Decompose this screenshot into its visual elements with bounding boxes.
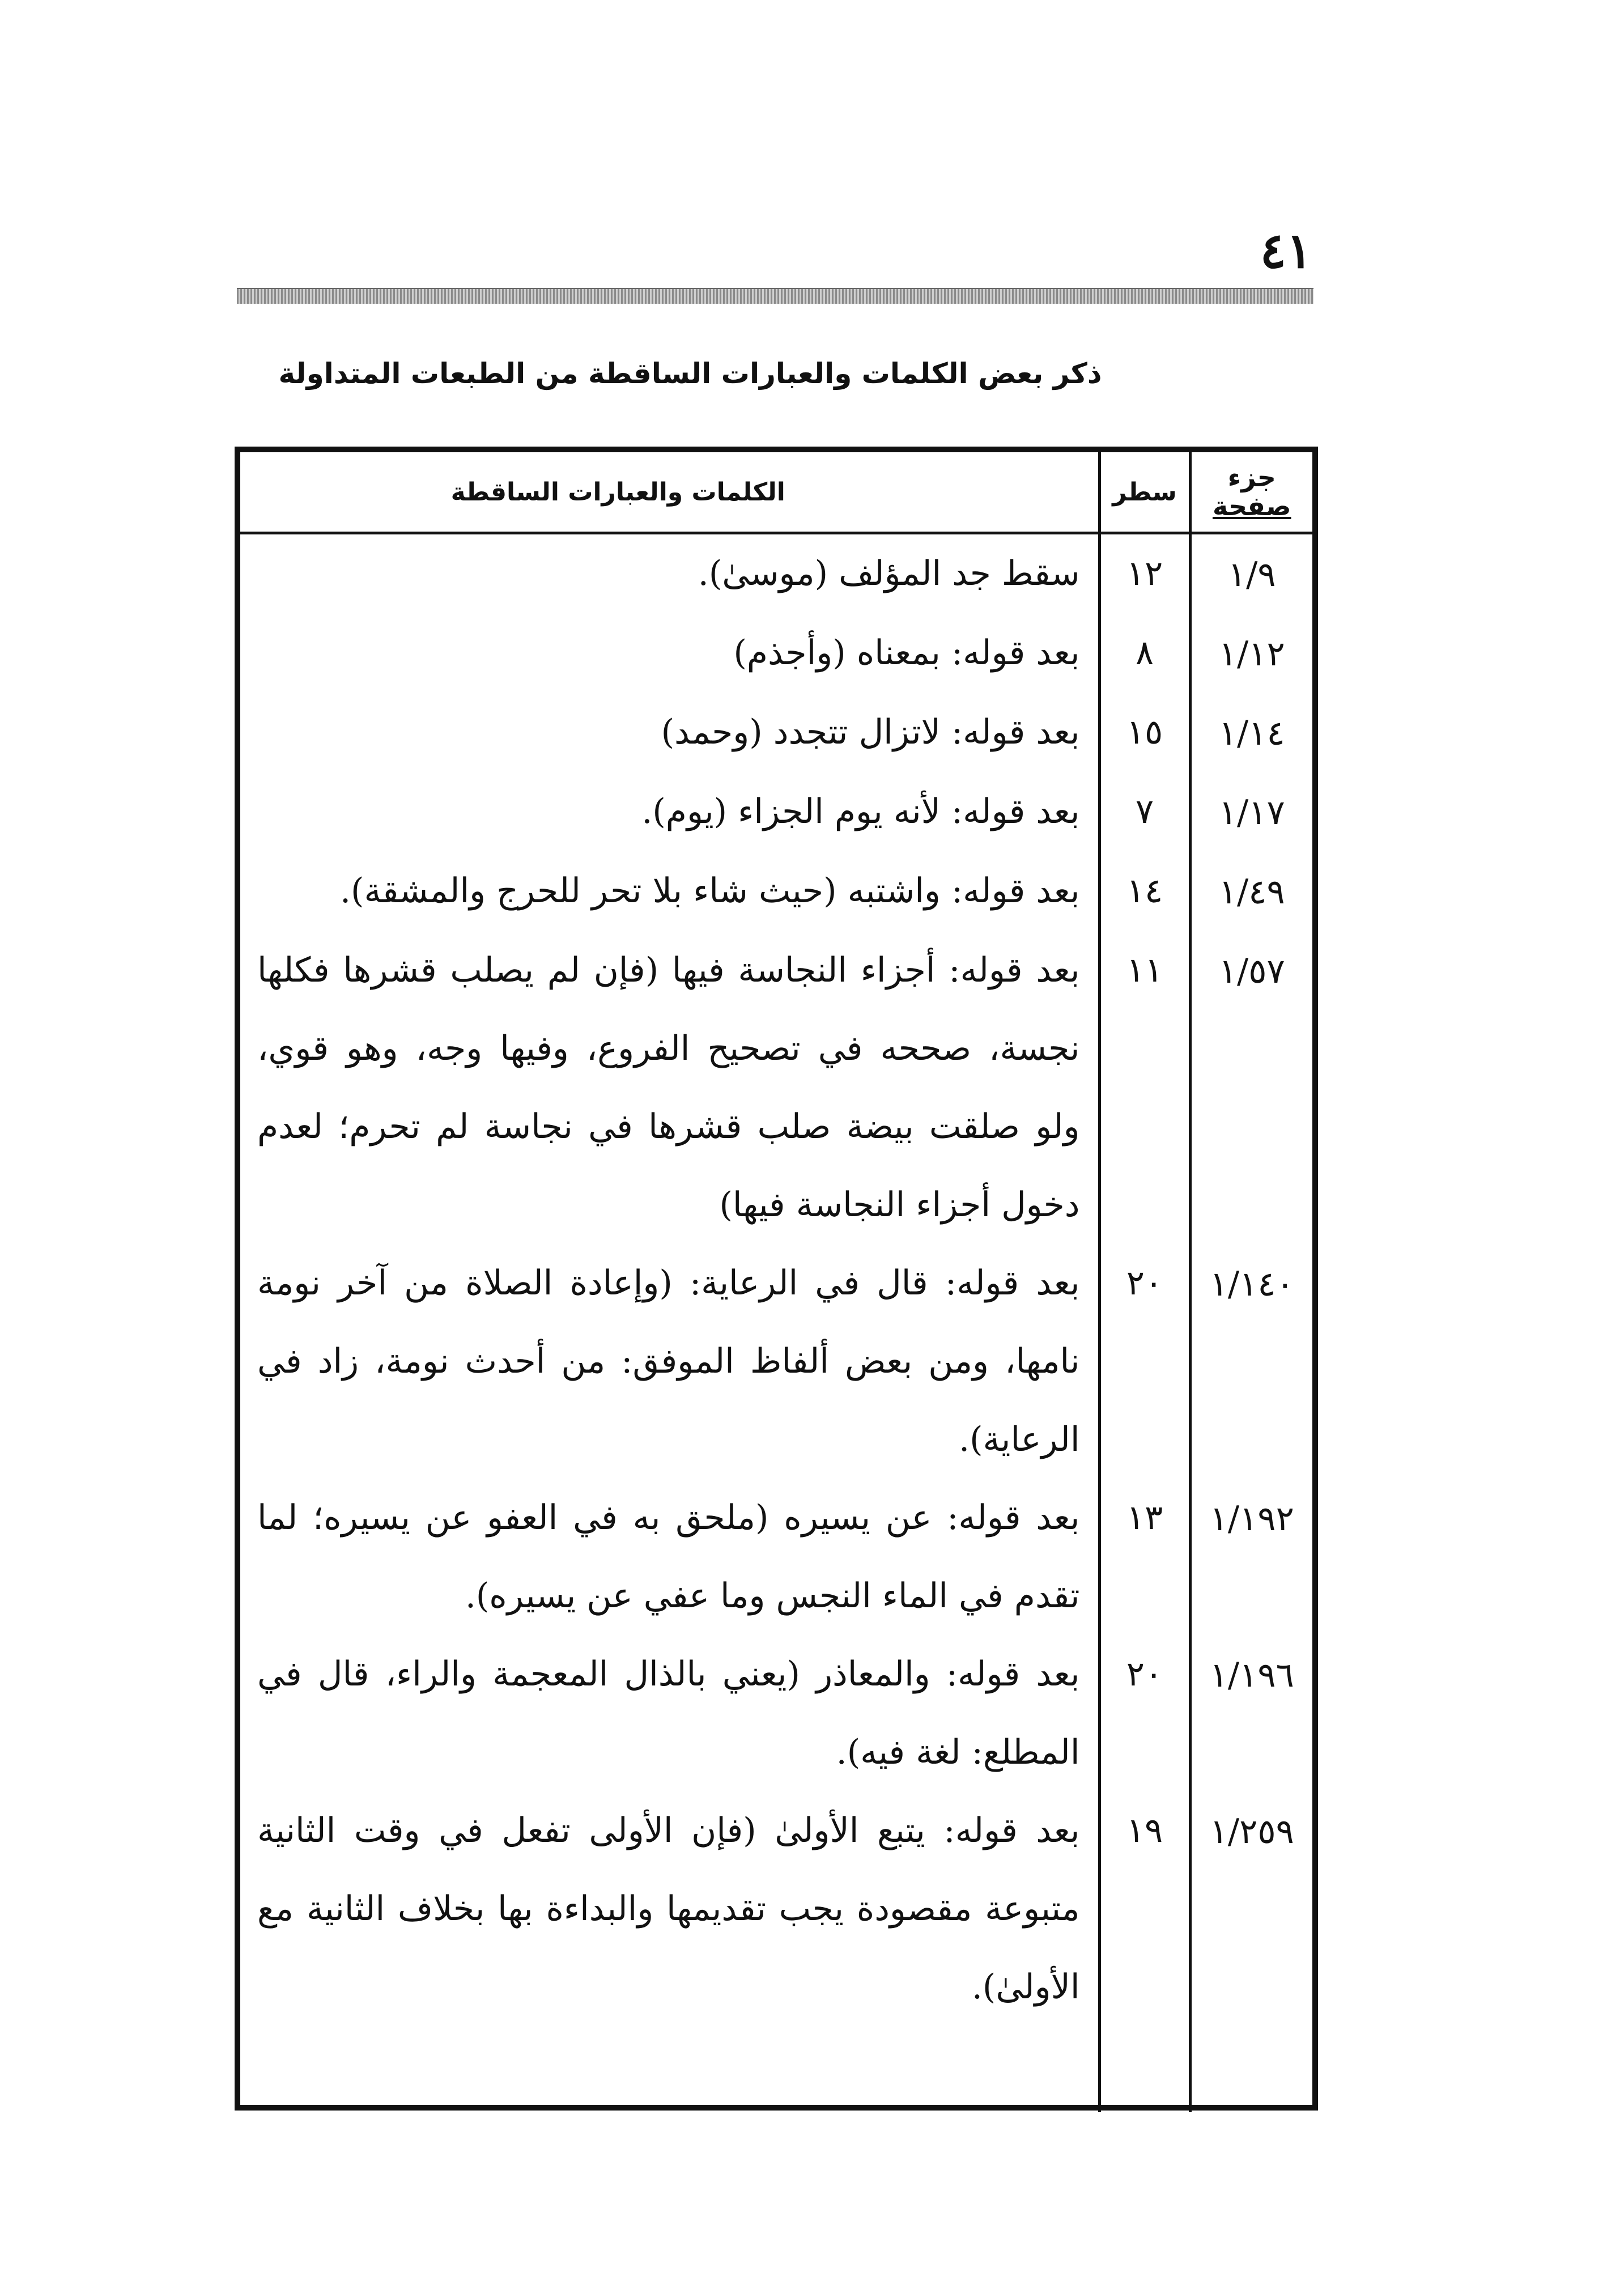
header-line: سطر — [1099, 452, 1190, 533]
omitted-text-cell: بعد قوله: والمعاذر (يعني بالذال المعجمة والراء، قال في المطلع: لغة فيه). — [257, 1654, 1080, 1772]
omitted-text-cell: سقط جد المؤلف (موسىٰ). — [698, 554, 1080, 593]
omitted-text-cell: بعد قوله: واشتبه (حيث شاء بلا تحر للحرج والمشقة). — [339, 871, 1080, 911]
line-cell: ١٩ — [1099, 1791, 1190, 2026]
table-row — [240, 614, 1312, 693]
table-row — [240, 931, 1312, 1244]
omitted-text-cell: بعد قوله: لأنه يوم الجزاء (يوم). — [641, 792, 1080, 831]
ref-cell: ١/١٤ — [1190, 693, 1312, 772]
blank-cell — [240, 2026, 1099, 2112]
ref-cell: ١/١٩٢ — [1190, 1479, 1312, 1635]
blank-cell — [1190, 2026, 1312, 2112]
line-cell: ٢٠ — [1099, 1244, 1190, 1479]
omitted-text-cell: بعد قوله: لاتزال تتجدد (وحمد) — [661, 712, 1080, 752]
line-cell: ١١ — [1099, 931, 1190, 1244]
ref-cell: ١/١٢ — [1190, 614, 1312, 693]
table-blank-row — [240, 2026, 1312, 2112]
header-rule — [237, 288, 1313, 304]
table-row — [240, 533, 1312, 614]
header-omitted-words: الكلمات والعبارات الساقطة — [240, 452, 1099, 533]
line-cell: ١٣ — [1099, 1479, 1190, 1635]
ref-cell: ١/١٩٦ — [1190, 1635, 1312, 1791]
table-header-row — [240, 452, 1312, 533]
page-heading: ذكر بعض الكلمات والعبارات الساقطة من الطبعات المتداولة — [278, 357, 1102, 390]
line-cell: ٧ — [1099, 772, 1190, 852]
table-row — [240, 1791, 1312, 2026]
omissions-table-grid — [240, 452, 1312, 2112]
ref-cell: ١/٩ — [1190, 533, 1312, 614]
line-cell: ٨ — [1099, 614, 1190, 693]
header-volume-page — [1190, 452, 1312, 533]
ref-cell: ١/٤٩ — [1190, 852, 1312, 931]
ref-cell: ١/١٤٠ — [1190, 1244, 1312, 1479]
table-body — [240, 533, 1312, 2113]
omitted-text-cell: بعد قوله: بمعناه (وأجذم) — [733, 633, 1080, 673]
line-cell: ١٥ — [1099, 693, 1190, 772]
header-volume-label: جزء — [1227, 462, 1276, 493]
omitted-text-cell: بعد قوله: قال في الرعاية: (وإعادة الصلاة من آخر نومة نامها، ومن بعض ألفاظ الموفق: من أحدث نومة، زاد في الرعاية). — [257, 1263, 1080, 1459]
table-row — [240, 1244, 1312, 1479]
ref-cell: ١/٢٥٩ — [1190, 1791, 1312, 2026]
page-number: ٤١ — [1260, 222, 1312, 279]
header-page-label: صفحة — [1212, 491, 1291, 521]
table-row — [240, 1635, 1312, 1791]
table-row — [240, 772, 1312, 852]
ref-cell: ١/١٧ — [1190, 772, 1312, 852]
line-cell: ١٤ — [1099, 852, 1190, 931]
omissions-table — [235, 447, 1318, 2111]
line-cell: ١٢ — [1099, 533, 1190, 614]
table-row — [240, 1479, 1312, 1635]
omitted-text-cell: بعد قوله: عن يسيره (ملحق به في العفو عن يسيره؛ لما تقدم في الماء النجس وما عفي عن يسيره). — [257, 1498, 1080, 1616]
omitted-text-cell: بعد قوله: أجزاء النجاسة فيها (فإن لم يصلب قشرها فكلها نجسة، صححه في تصحيح الفروع، وفيها وجه، وهو قوي، ولو صلقت بيضة صلب قشرها في نجاسة لم تحرم؛ لعدم دخول أجزاء النجاسة فيها) — [257, 950, 1080, 1225]
ref-cell: ١/٥٧ — [1190, 931, 1312, 1244]
omitted-text-cell: بعد قوله: يتبع الأولىٰ (فإن الأولى تفعل في وقت الثانية متبوعة مقصودة يجب تقديمها والبداءة بها بخلاف الثانية مع الأولىٰ). — [257, 1811, 1080, 2007]
table-row — [240, 693, 1312, 772]
table-row — [240, 852, 1312, 931]
blank-cell — [1099, 2026, 1190, 2112]
line-cell: ٢٠ — [1099, 1635, 1190, 1791]
